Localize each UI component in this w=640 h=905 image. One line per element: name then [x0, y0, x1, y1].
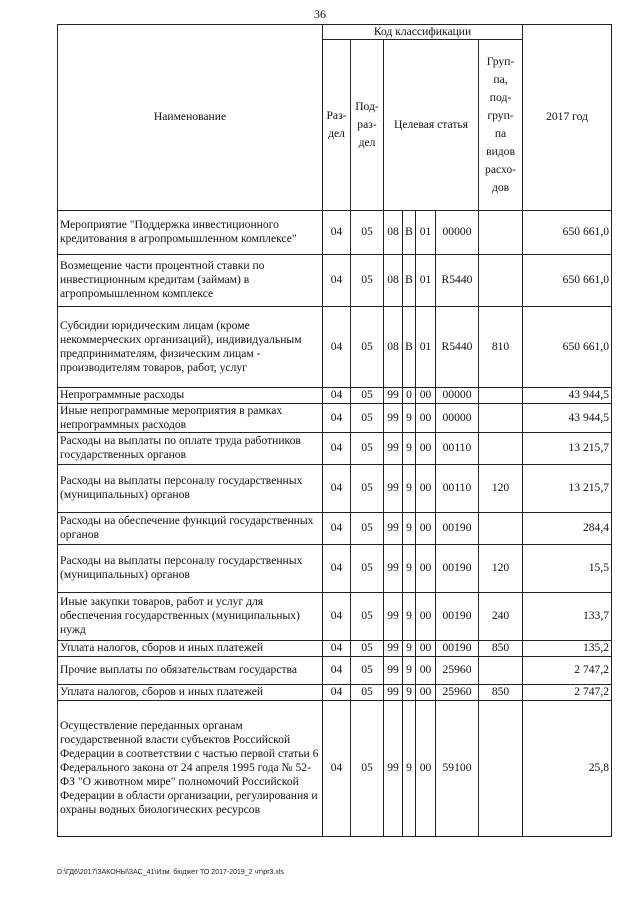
row-target-2: 9: [403, 432, 416, 464]
row-target-4: 00110: [436, 464, 479, 512]
row-target-2: 9: [403, 656, 416, 684]
row-expense-group: [479, 403, 523, 432]
row-expense-group: 810: [479, 306, 523, 387]
table-row: [58, 656, 612, 684]
row-target-2: В: [403, 210, 416, 254]
row-target-2: В: [403, 254, 416, 306]
table-header: [58, 25, 612, 211]
table-row: [58, 700, 612, 836]
row-name: Субсидии юридическим лицам (кроме некоммерческих организаций), индивидуальным предпринимателям, физическим лицам - производителям товаров, работ, услуг: [58, 306, 323, 387]
row-target-1: 99: [384, 640, 403, 656]
row-target-1: 99: [384, 403, 403, 432]
row-podrazdel: 05: [351, 684, 384, 700]
row-amount: 25,8: [523, 700, 612, 836]
row-name: Прочие выплаты по обязательствам государства: [58, 656, 323, 684]
row-target-3: 00: [416, 544, 436, 592]
table-row: [58, 403, 612, 432]
row-razdel: 04: [323, 512, 351, 544]
row-target-2: 9: [403, 592, 416, 640]
row-target-3: 00: [416, 592, 436, 640]
row-name: Расходы на выплаты персоналу государственных (муниципальных) органов: [58, 464, 323, 512]
row-target-4: 00000: [436, 387, 479, 403]
row-amount: 13 215,7: [523, 464, 612, 512]
row-target-4: 25960: [436, 684, 479, 700]
row-amount: 2 747,2: [523, 684, 612, 700]
row-target-3: 00: [416, 656, 436, 684]
row-amount: 15,5: [523, 544, 612, 592]
row-expense-group: [479, 387, 523, 403]
row-razdel: 04: [323, 306, 351, 387]
row-target-4: 00190: [436, 512, 479, 544]
row-target-1: 99: [384, 387, 403, 403]
row-name: Непрограммные расходы: [58, 387, 323, 403]
row-target-2: 0: [403, 387, 416, 403]
row-target-1: 99: [384, 464, 403, 512]
row-razdel: 04: [323, 464, 351, 512]
row-target-3: 00: [416, 403, 436, 432]
row-razdel: 04: [323, 210, 351, 254]
table-body: [58, 210, 612, 836]
row-target-2: 9: [403, 464, 416, 512]
row-target-4: R5440: [436, 254, 479, 306]
header-subsection: Под- раз- дел: [351, 40, 384, 211]
row-amount: 135,2: [523, 640, 612, 656]
row-target-1: 08: [384, 210, 403, 254]
row-expense-group: [479, 512, 523, 544]
row-name: Возмещение части процентной ставки по инвестиционным кредитам (займам) в агропромышленном комплексе: [58, 254, 323, 306]
row-razdel: 04: [323, 254, 351, 306]
header-section: Раз- дел: [323, 40, 351, 211]
row-target-1: 08: [384, 254, 403, 306]
table-row: [58, 432, 612, 464]
row-target-4: 00000: [436, 403, 479, 432]
row-expense-group: [479, 432, 523, 464]
row-razdel: 04: [323, 432, 351, 464]
row-podrazdel: 05: [351, 387, 384, 403]
row-name: Расходы на выплаты по оплате труда работников государственных органов: [58, 432, 323, 464]
row-razdel: 04: [323, 592, 351, 640]
row-target-4: 00190: [436, 640, 479, 656]
table-row: [58, 544, 612, 592]
table-row: [58, 306, 612, 387]
row-podrazdel: 05: [351, 656, 384, 684]
row-target-2: 9: [403, 512, 416, 544]
row-name: Расходы на выплаты персоналу государственных (муниципальных) органов: [58, 544, 323, 592]
row-name: Мероприятие "Поддержка инвестиционного кредитования в агропромышленном комплексе": [58, 210, 323, 254]
row-target-4: 59100: [436, 700, 479, 836]
row-razdel: 04: [323, 684, 351, 700]
row-amount: 43 944,5: [523, 387, 612, 403]
row-expense-group: [479, 210, 523, 254]
row-target-2: 9: [403, 544, 416, 592]
header-classification: Код классификации: [323, 25, 523, 40]
row-amount: 43 944,5: [523, 403, 612, 432]
table-row: [58, 464, 612, 512]
row-expense-group: 850: [479, 640, 523, 656]
row-expense-group: 120: [479, 464, 523, 512]
row-amount: 650 661,0: [523, 210, 612, 254]
row-podrazdel: 05: [351, 592, 384, 640]
row-name: Уплата налогов, сборов и иных платежей: [58, 684, 323, 700]
header-name: Наименование: [58, 25, 323, 211]
row-target-2: 9: [403, 684, 416, 700]
header-expense-group: Груп- па, под- груп- па видов расхо- дов: [479, 40, 523, 211]
table-row: [58, 512, 612, 544]
row-expense-group: [479, 254, 523, 306]
row-target-3: 01: [416, 306, 436, 387]
row-razdel: 04: [323, 403, 351, 432]
row-target-3: 00: [416, 387, 436, 403]
header-year: 2017 год: [523, 25, 612, 211]
table-row: [58, 254, 612, 306]
row-target-4: R5440: [436, 306, 479, 387]
row-razdel: 04: [323, 544, 351, 592]
row-podrazdel: 05: [351, 403, 384, 432]
row-amount: 650 661,0: [523, 306, 612, 387]
row-razdel: 04: [323, 640, 351, 656]
table-row: [58, 592, 612, 640]
row-amount: 133,7: [523, 592, 612, 640]
table-row: [58, 387, 612, 403]
row-target-4: 25960: [436, 656, 479, 684]
row-razdel: 04: [323, 387, 351, 403]
row-target-2: В: [403, 306, 416, 387]
row-expense-group: 850: [479, 684, 523, 700]
row-podrazdel: 05: [351, 544, 384, 592]
row-target-4: 00190: [436, 544, 479, 592]
row-target-1: 99: [384, 544, 403, 592]
footer-file-path: D:\ГД6\2017\ЗАКОНЫ\ЗАС_41\Изм. бюджет ТО 2017-2019_2 чт\pr3.xls: [57, 869, 284, 876]
row-name: Расходы на обеспечение функций государственных органов: [58, 512, 323, 544]
row-razdel: 04: [323, 700, 351, 836]
row-target-3: 00: [416, 512, 436, 544]
table-row: [58, 640, 612, 656]
row-expense-group: [479, 700, 523, 836]
row-amount: 13 215,7: [523, 432, 612, 464]
row-name: Осуществление переданных органам государственной власти субъектов Российской Федерации в соответствии с частью первой статьи 6 Федерального закона от 24 апреля 1995 года № 52-ФЗ "О животном мире" полномочий Российской Федерации в области организации, регулирования и охраны водных биологических ресурсов: [58, 700, 323, 836]
row-podrazdel: 05: [351, 432, 384, 464]
budget-table: [57, 24, 612, 837]
row-amount: 2 747,2: [523, 656, 612, 684]
row-target-3: 00: [416, 432, 436, 464]
row-target-1: 99: [384, 684, 403, 700]
page-number: 36: [314, 7, 326, 21]
row-podrazdel: 05: [351, 640, 384, 656]
row-target-3: 01: [416, 210, 436, 254]
row-target-2: 9: [403, 640, 416, 656]
row-target-3: 00: [416, 684, 436, 700]
row-target-1: 99: [384, 656, 403, 684]
row-target-3: 00: [416, 640, 436, 656]
row-target-4: 00110: [436, 432, 479, 464]
row-name: Иные непрограммные мероприятия в рамках непрограммных расходов: [58, 403, 323, 432]
row-amount: 284,4: [523, 512, 612, 544]
row-target-3: 01: [416, 254, 436, 306]
table-row: [58, 210, 612, 254]
row-expense-group: 120: [479, 544, 523, 592]
row-podrazdel: 05: [351, 306, 384, 387]
row-podrazdel: 05: [351, 464, 384, 512]
row-razdel: 04: [323, 656, 351, 684]
header-target-article: Целевая статья: [384, 40, 479, 210]
row-target-1: 99: [384, 592, 403, 640]
row-target-1: 08: [384, 306, 403, 387]
row-target-1: 99: [384, 432, 403, 464]
row-expense-group: [479, 656, 523, 684]
row-target-1: 99: [384, 512, 403, 544]
row-target-3: 00: [416, 464, 436, 512]
row-target-3: 00: [416, 700, 436, 836]
row-target-2: 9: [403, 700, 416, 836]
row-podrazdel: 05: [351, 700, 384, 836]
row-podrazdel: 05: [351, 254, 384, 306]
row-target-4: 00000: [436, 210, 479, 254]
row-name: Уплата налогов, сборов и иных платежей: [58, 640, 323, 656]
row-amount: 650 661,0: [523, 254, 612, 306]
row-target-2: 9: [403, 403, 416, 432]
row-target-4: 00190: [436, 592, 479, 640]
row-target-1: 99: [384, 700, 403, 836]
row-podrazdel: 05: [351, 210, 384, 254]
row-expense-group: 240: [479, 592, 523, 640]
table-row: [58, 684, 612, 700]
row-podrazdel: 05: [351, 512, 384, 544]
row-name: Иные закупки товаров, работ и услуг для обеспечения государственных (муниципальных) нужд: [58, 592, 323, 640]
